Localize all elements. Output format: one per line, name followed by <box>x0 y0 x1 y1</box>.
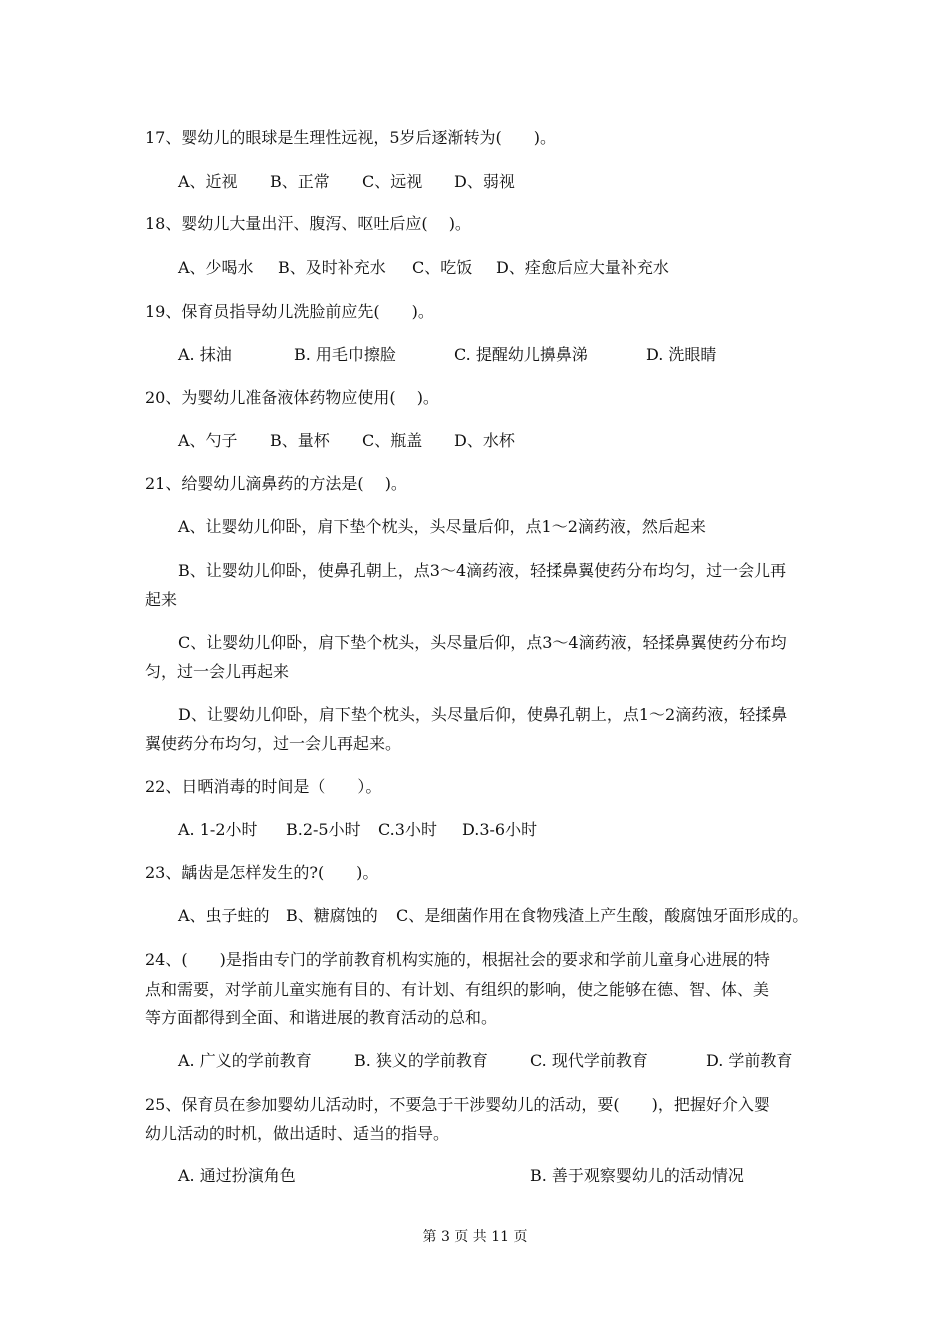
option-b: B、糖腐蚀的 <box>286 906 378 925</box>
question-22-stem: 22、日晒消毒的时间是（ ）。 <box>145 777 382 796</box>
question-21-option-d: D、让婴幼儿仰卧，肩下垫个枕头，头尽量后仰，使鼻孔朝上，点1～2滴药液，轻揉鼻 <box>178 705 788 724</box>
option-c: C、是细菌作用在食物残渣上产生酸，酸腐蚀牙面形成的。 <box>396 906 809 925</box>
option-d: D、水杯 <box>454 431 515 450</box>
question-21-option-c-continued: 匀，过一会儿再起来 <box>145 662 290 681</box>
option-a: A. 1-2小时 <box>178 820 258 839</box>
question-25-stem-line-2: 幼儿活动的时机，做出适时、适当的指导。 <box>145 1124 450 1143</box>
question-21-option-d-continued: 翼使药分布均匀，过一会儿再起来。 <box>145 734 402 753</box>
option-b: B. 用毛巾擦脸 <box>294 345 396 364</box>
question-23-stem: 23、龋齿是怎样发生的?( )。 <box>145 863 379 882</box>
question-21-option-b-continued: 起来 <box>145 590 178 609</box>
option-a: A. 广义的学前教育 <box>178 1051 312 1070</box>
option-c: C、瓶盖 <box>362 431 423 450</box>
option-c: C、吃饭 <box>412 258 473 277</box>
question-24-stem-line-2: 点和需要，对学前儿童实施有目的、有计划、有组织的影响，使之能够在德、智、体、美 <box>145 980 770 999</box>
option-c: C. 提醒幼儿擤鼻涕 <box>454 345 588 364</box>
option-d: D、弱视 <box>454 172 515 191</box>
option-d: D. 洗眼睛 <box>646 345 717 364</box>
question-17-options <box>178 172 828 192</box>
question-21-stem: 21、给婴幼儿滴鼻药的方法是( )。 <box>145 474 407 493</box>
option-b: B. 善于观察婴幼儿的活动情况 <box>530 1166 744 1185</box>
question-18-options <box>178 258 828 278</box>
question-20-stem: 20、为婴幼儿准备液体药物应使用( )。 <box>145 388 439 407</box>
option-c: C、远视 <box>362 172 423 191</box>
question-19-options <box>178 345 828 365</box>
option-c: C. 现代学前教育 <box>530 1051 648 1070</box>
option-a: A、勺子 <box>178 431 238 450</box>
option-a: A、少喝水 <box>178 258 254 277</box>
question-21-option-c: C、让婴幼儿仰卧，肩下垫个枕头，头尽量后仰，点3～4滴药液，轻揉鼻翼使药分布均 <box>178 633 787 652</box>
question-18-stem: 18、婴幼儿大量出汗、腹泻、呕吐后应( )。 <box>145 214 471 233</box>
question-21-option-a: A、让婴幼儿仰卧，肩下垫个枕头，头尽量后仰，点1～2滴药液，然后起来 <box>178 517 706 536</box>
question-25-options <box>178 1166 828 1186</box>
question-19-stem: 19、保育员指导幼儿洗脸前应先( )。 <box>145 302 434 321</box>
option-d: D. 学前教育 <box>706 1051 793 1070</box>
question-24-options <box>178 1051 828 1071</box>
question-22-options <box>178 820 828 840</box>
option-b: B. 狭义的学前教育 <box>354 1051 488 1070</box>
option-b: B、正常 <box>270 172 330 191</box>
page-footer: 第 3 页 共 11 页 <box>422 1229 528 1245</box>
option-b: B、及时补充水 <box>278 258 386 277</box>
question-17-stem: 17、婴幼儿的眼球是生理性远视，5岁后逐渐转为( )。 <box>145 128 557 147</box>
question-23-options <box>178 906 828 926</box>
option-b: B.2-5小时 <box>286 820 361 839</box>
option-a: A、近视 <box>178 172 238 191</box>
option-d: D、痊愈后应大量补充水 <box>496 258 669 277</box>
question-24-stem-line-1: 24、( )是指由专门的学前教育机构实施的，根据社会的要求和学前儿童身心进展的特 <box>145 950 770 969</box>
option-a: A. 抹油 <box>178 345 232 364</box>
option-c: C.3小时 <box>378 820 437 839</box>
option-b: B、量杯 <box>270 431 330 450</box>
question-21-option-b: B、让婴幼儿仰卧，使鼻孔朝上，点3～4滴药液，轻揉鼻翼使药分布均匀，过一会儿再 <box>178 561 787 580</box>
option-d: D.3-6小时 <box>462 820 538 839</box>
question-25-stem-line-1: 25、保育员在参加婴幼儿活动时，不要急于干涉婴幼儿的活动，要( )，把握好介入婴 <box>145 1095 770 1114</box>
option-a: A. 通过扮演角色 <box>178 1166 296 1185</box>
question-24-stem-line-3: 等方面都得到全面、和谐进展的教育活动的总和。 <box>145 1008 498 1027</box>
option-a: A、虫子蛀的 <box>178 906 270 925</box>
question-20-options <box>178 431 828 451</box>
